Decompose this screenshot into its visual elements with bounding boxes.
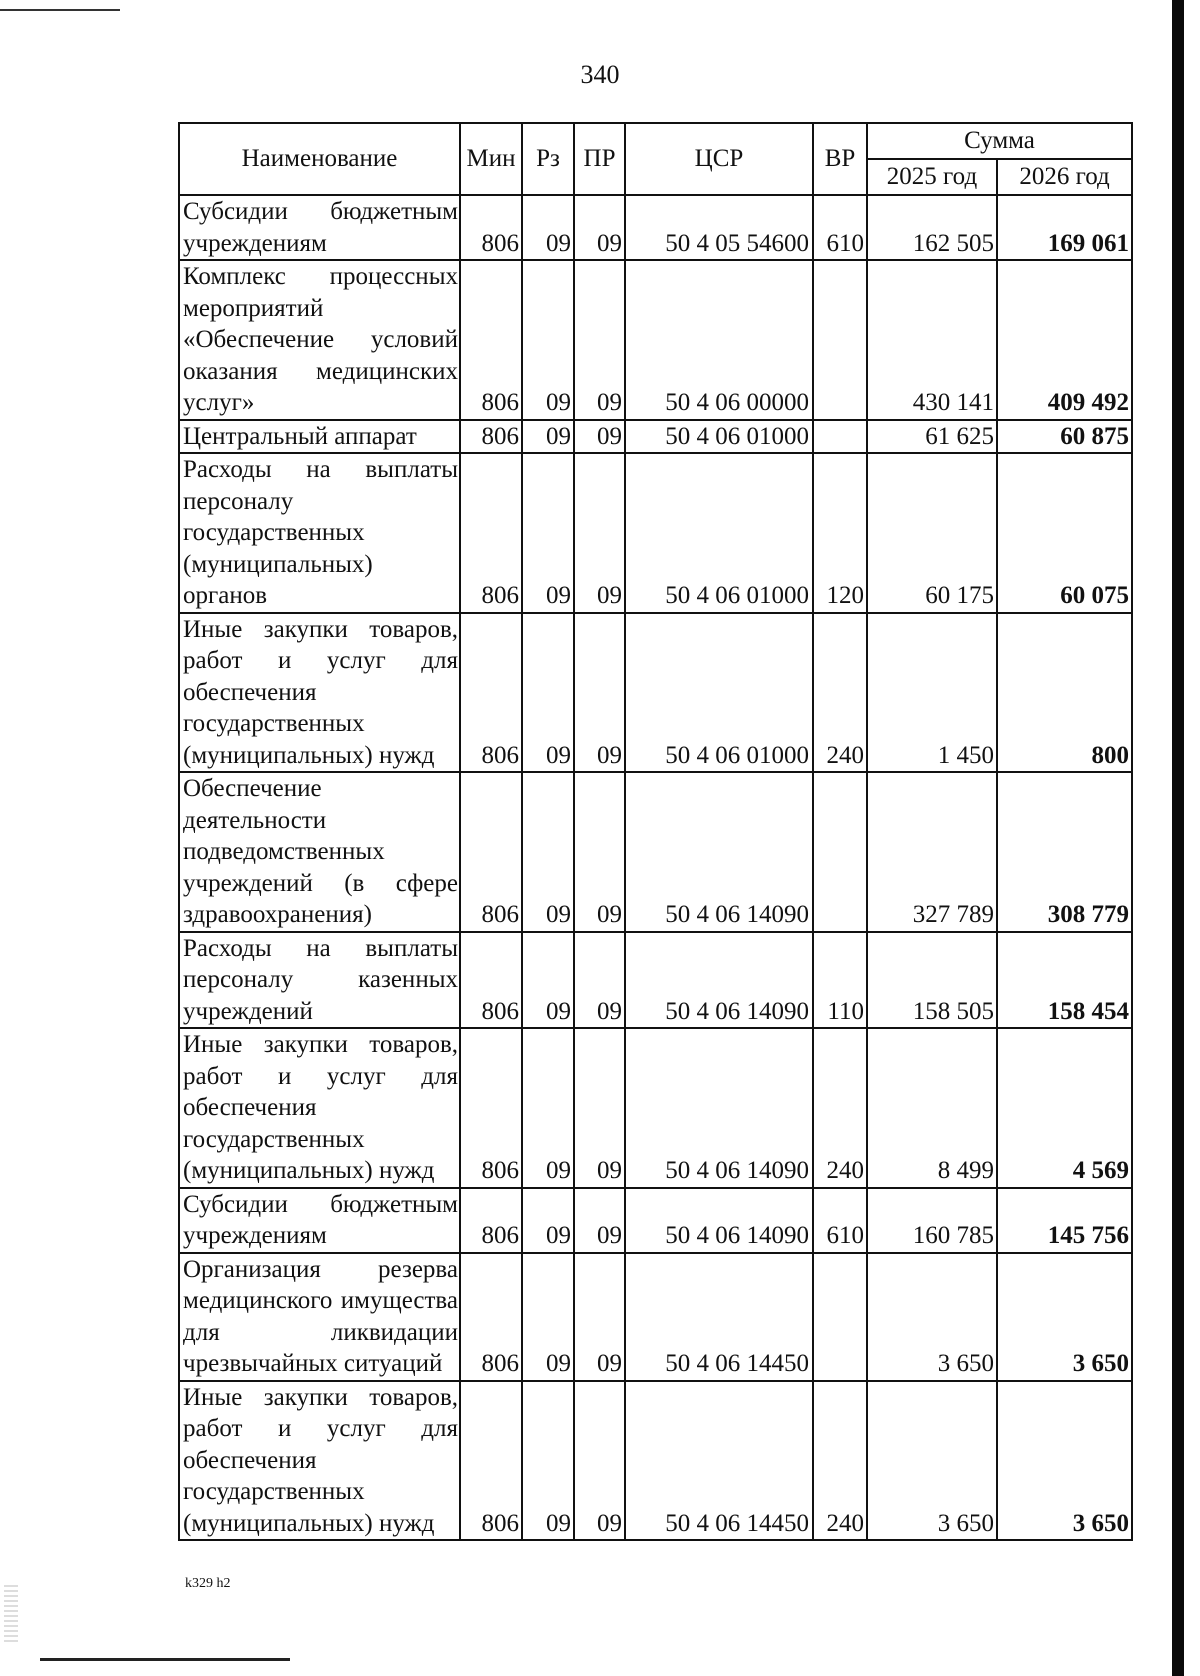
row-sum-2026: 800 xyxy=(997,613,1132,773)
row-rz: 09 xyxy=(522,453,574,613)
row-csr: 50 4 06 01000 xyxy=(625,613,813,773)
row-pr: 09 xyxy=(574,772,625,932)
table-row xyxy=(179,453,1132,613)
row-min: 806 xyxy=(460,420,522,454)
row-sum-2025: 327 789 xyxy=(867,772,997,932)
scan-artifact-left-mark xyxy=(4,1585,18,1645)
row-name: Комплекс процессных мероприятий «Обеспечение условий оказания медицинских услуг» xyxy=(179,260,460,420)
table-row xyxy=(179,1253,1132,1381)
row-sum-2025: 158 505 xyxy=(867,932,997,1029)
row-sum-2026: 4 569 xyxy=(997,1028,1132,1188)
row-vr: 120 xyxy=(813,453,867,613)
row-vr: 610 xyxy=(813,195,867,260)
table-row xyxy=(179,613,1132,773)
row-pr: 09 xyxy=(574,1381,625,1541)
row-pr: 09 xyxy=(574,1253,625,1381)
page-number: 340 xyxy=(580,60,620,89)
table-row xyxy=(179,260,1132,420)
row-pr: 09 xyxy=(574,932,625,1029)
row-name: Обеспечение деятельности подведомственных учреждений (в сфере здравоохранения) xyxy=(179,772,460,932)
header-rz: Рз xyxy=(522,123,574,195)
row-min: 806 xyxy=(460,260,522,420)
row-sum-2025: 162 505 xyxy=(867,195,997,260)
header-year-2025: 2025 год xyxy=(867,159,997,195)
row-rz: 09 xyxy=(522,195,574,260)
row-pr: 09 xyxy=(574,613,625,773)
row-csr: 50 4 06 00000 xyxy=(625,260,813,420)
row-pr: 09 xyxy=(574,195,625,260)
row-rz: 09 xyxy=(522,1381,574,1541)
table-row xyxy=(179,1028,1132,1188)
row-csr: 50 4 06 14090 xyxy=(625,1188,813,1253)
row-min: 806 xyxy=(460,1188,522,1253)
row-rz: 09 xyxy=(522,932,574,1029)
row-csr: 50 4 06 14090 xyxy=(625,772,813,932)
row-vr: 110 xyxy=(813,932,867,1029)
row-name: Субсидии бюджетным учреждениям xyxy=(179,1188,460,1253)
table-row xyxy=(179,1188,1132,1253)
row-sum-2026: 3 650 xyxy=(997,1381,1132,1541)
table-row xyxy=(179,1381,1132,1541)
row-sum-2026: 60 875 xyxy=(997,420,1132,454)
row-vr xyxy=(813,420,867,454)
row-min: 806 xyxy=(460,932,522,1029)
row-pr: 09 xyxy=(574,453,625,613)
row-sum-2026: 158 454 xyxy=(997,932,1132,1029)
row-pr: 09 xyxy=(574,420,625,454)
row-sum-2025: 61 625 xyxy=(867,420,997,454)
row-csr: 50 4 06 14450 xyxy=(625,1253,813,1381)
row-min: 806 xyxy=(460,772,522,932)
table-row xyxy=(179,932,1132,1029)
scan-artifact-top-line xyxy=(0,9,120,11)
table-row xyxy=(179,772,1132,932)
row-sum-2025: 3 650 xyxy=(867,1381,997,1541)
row-pr: 09 xyxy=(574,1028,625,1188)
table-row xyxy=(179,420,1132,454)
row-sum-2025: 1 450 xyxy=(867,613,997,773)
row-rz: 09 xyxy=(522,613,574,773)
row-name: Расходы на выплаты персоналу государственных (муниципальных) органов xyxy=(179,453,460,613)
table-header xyxy=(179,123,1132,195)
header-year-2026: 2026 год xyxy=(997,159,1132,195)
table-body xyxy=(179,195,1132,1540)
row-min: 806 xyxy=(460,1381,522,1541)
row-sum-2026: 3 650 xyxy=(997,1253,1132,1381)
scan-artifact-bottom-line xyxy=(40,1658,290,1661)
row-vr xyxy=(813,772,867,932)
row-pr: 09 xyxy=(574,1188,625,1253)
row-name: Расходы на выплаты персоналу казенных учреждений xyxy=(179,932,460,1029)
row-sum-2026: 60 075 xyxy=(997,453,1132,613)
row-sum-2025: 3 650 xyxy=(867,1253,997,1381)
row-sum-2025: 8 499 xyxy=(867,1028,997,1188)
row-name: Иные закупки товаров, работ и услуг для обеспечения государственных (муниципальных) нужд xyxy=(179,1028,460,1188)
row-rz: 09 xyxy=(522,772,574,932)
header-vr: ВР xyxy=(813,123,867,195)
row-csr: 50 4 06 14450 xyxy=(625,1381,813,1541)
table-row xyxy=(179,195,1132,260)
row-min: 806 xyxy=(460,195,522,260)
row-sum-2026: 145 756 xyxy=(997,1188,1132,1253)
header-min: Мин xyxy=(460,123,522,195)
row-vr xyxy=(813,260,867,420)
row-rz: 09 xyxy=(522,1253,574,1381)
row-vr: 240 xyxy=(813,613,867,773)
row-name: Субсидии бюджетным учреждениям xyxy=(179,195,460,260)
row-csr: 50 4 05 54600 xyxy=(625,195,813,260)
row-min: 806 xyxy=(460,453,522,613)
budget-table xyxy=(178,122,1133,1541)
header-name: Наименование xyxy=(179,123,460,195)
row-vr: 240 xyxy=(813,1028,867,1188)
row-name: Центральный аппарат xyxy=(179,420,460,454)
row-csr: 50 4 06 01000 xyxy=(625,453,813,613)
row-sum-2025: 60 175 xyxy=(867,453,997,613)
header-sum: Сумма xyxy=(867,123,1132,159)
header-pr: ПР xyxy=(574,123,625,195)
row-sum-2026: 308 779 xyxy=(997,772,1132,932)
row-name: Иные закупки товаров, работ и услуг для обеспечения государственных (муниципальных) нужд xyxy=(179,613,460,773)
row-name: Иные закупки товаров, работ и услуг для обеспечения государственных (муниципальных) нужд xyxy=(179,1381,460,1541)
row-min: 806 xyxy=(460,1028,522,1188)
scan-artifact-right-edge xyxy=(1172,0,1184,1676)
row-sum-2025: 430 141 xyxy=(867,260,997,420)
row-csr: 50 4 06 14090 xyxy=(625,1028,813,1188)
row-csr: 50 4 06 01000 xyxy=(625,420,813,454)
row-min: 806 xyxy=(460,1253,522,1381)
row-csr: 50 4 06 14090 xyxy=(625,932,813,1029)
row-vr: 610 xyxy=(813,1188,867,1253)
row-sum-2026: 169 061 xyxy=(997,195,1132,260)
row-sum-2025: 160 785 xyxy=(867,1188,997,1253)
row-name: Организация резерва медицинского имущества для ликвидации чрезвычайных ситуаций xyxy=(179,1253,460,1381)
row-rz: 09 xyxy=(522,1188,574,1253)
row-vr: 240 xyxy=(813,1381,867,1541)
row-rz: 09 xyxy=(522,420,574,454)
footer-code: k329 h2 xyxy=(185,1576,231,1591)
header-csr: ЦСР xyxy=(625,123,813,195)
row-min: 806 xyxy=(460,613,522,773)
row-rz: 09 xyxy=(522,1028,574,1188)
row-vr xyxy=(813,1253,867,1381)
row-pr: 09 xyxy=(574,260,625,420)
row-rz: 09 xyxy=(522,260,574,420)
row-sum-2026: 409 492 xyxy=(997,260,1132,420)
